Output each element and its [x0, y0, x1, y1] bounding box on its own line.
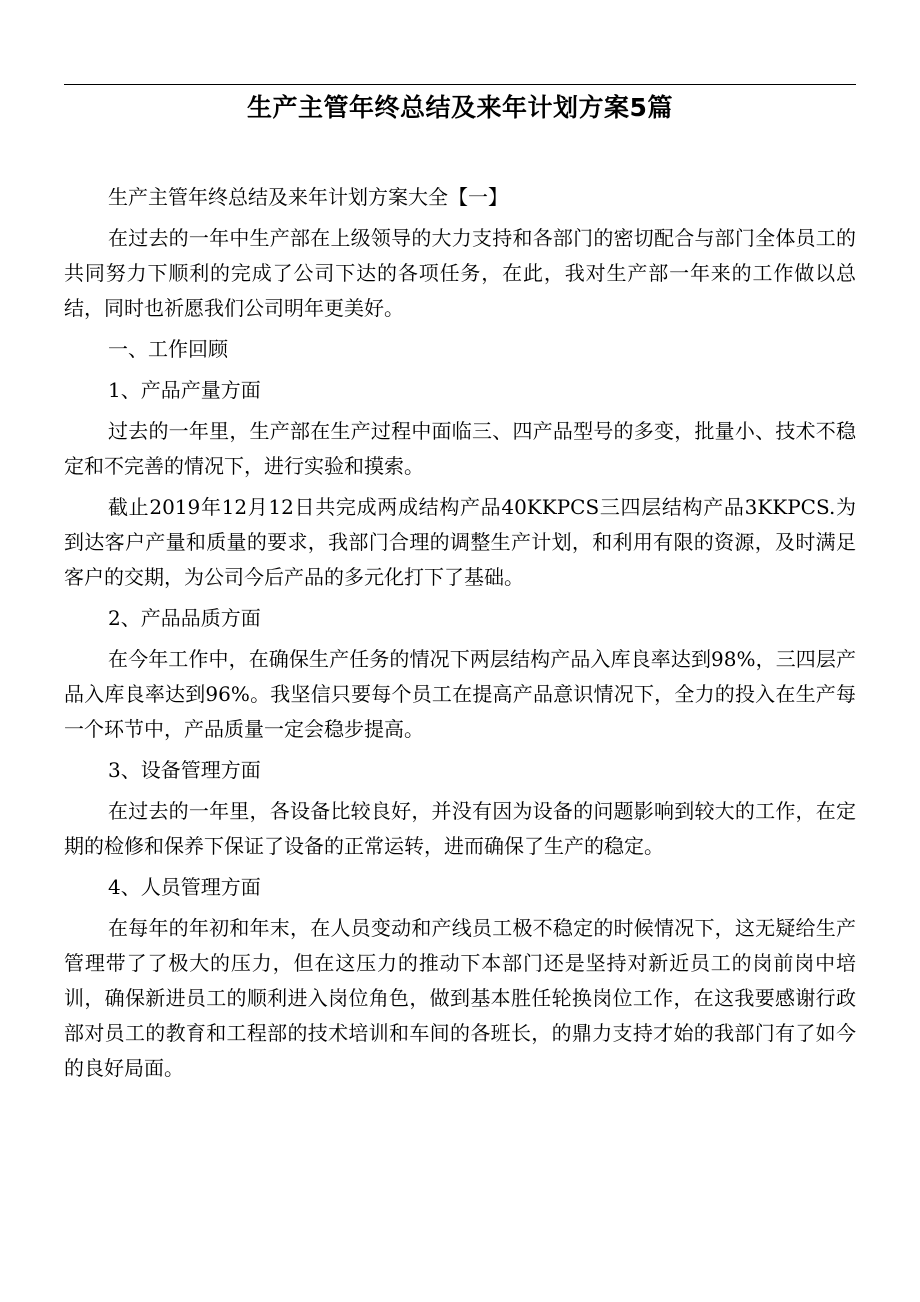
subheading-equipment: 3、设备管理方面 [108, 758, 261, 782]
subheading-output: 1、产品产量方面 [108, 378, 261, 402]
paragraph-output-2: 截止2019年12月12日共完成两成结构产品40KKPCS三四层结构产品3KKPCS.为到达客户产量和质量的要求，我部门合理的调整生产计划，和利用有限的资源，及时满足客户的交期，为公司今后产品的多元化打下了基础。 [64, 495, 856, 589]
subheading-personnel: 4、人员管理方面 [108, 875, 261, 899]
document-title: 生产主管年终总结及来年计划方案5篇 [247, 93, 673, 122]
paragraph-personnel: 在每年的年初和年末，在人员变动和产线员工极不稳定的时候情况下，这无疑给生产管理带了了极大的压力，但在这压力的推动下本部门还是坚持对新近员工的岗前岗中培训，确保新进员工的顺利进入岗位角色，做到基本胜任轮换岗位工作，在这我要感谢行政部对员工的教育和工程部的技术培训和车间的各班长，的鼎力支持才始的我部门有了如今的良好局面。 [64, 916, 856, 1080]
section-heading-review: 一、工作回顾 [108, 337, 228, 361]
section-heading: 生产主管年终总结及来年计划方案大全【一】 [108, 185, 508, 209]
paragraph-quality: 在今年工作中，在确保生产任务的情况下两层结构产品入库良率达到98%，三四层产品入库良率达到96%。我坚信只要每个员工在提高产品意识情况下，全力的投入在生产每一个环节中，产品质量一定会稳步提高。 [64, 647, 856, 741]
document-body [64, 180, 856, 1092]
subheading-quality: 2、产品品质方面 [108, 606, 261, 630]
paragraph-intro: 在过去的一年中生产部在上级领导的大力支持和各部门的密切配合与部门全体员工的共同努力下顺利的完成了公司下达的各项任务，在此，我对生产部一年来的工作做以总结，同时也祈愿我们公司明年更美好。 [64, 226, 856, 320]
paragraph-equipment: 在过去的一年里，各设备比较良好，并没有因为设备的问题影响到较大的工作，在定期的检修和保养下保证了设备的正常运转，进而确保了生产的稳定。 [64, 799, 856, 858]
header-rule [64, 84, 856, 85]
paragraph-output-1: 过去的一年里，生产部在生产过程中面临三、四产品型号的多变，批量小、技术不稳定和不完善的情况下，进行实验和摸索。 [64, 419, 856, 478]
